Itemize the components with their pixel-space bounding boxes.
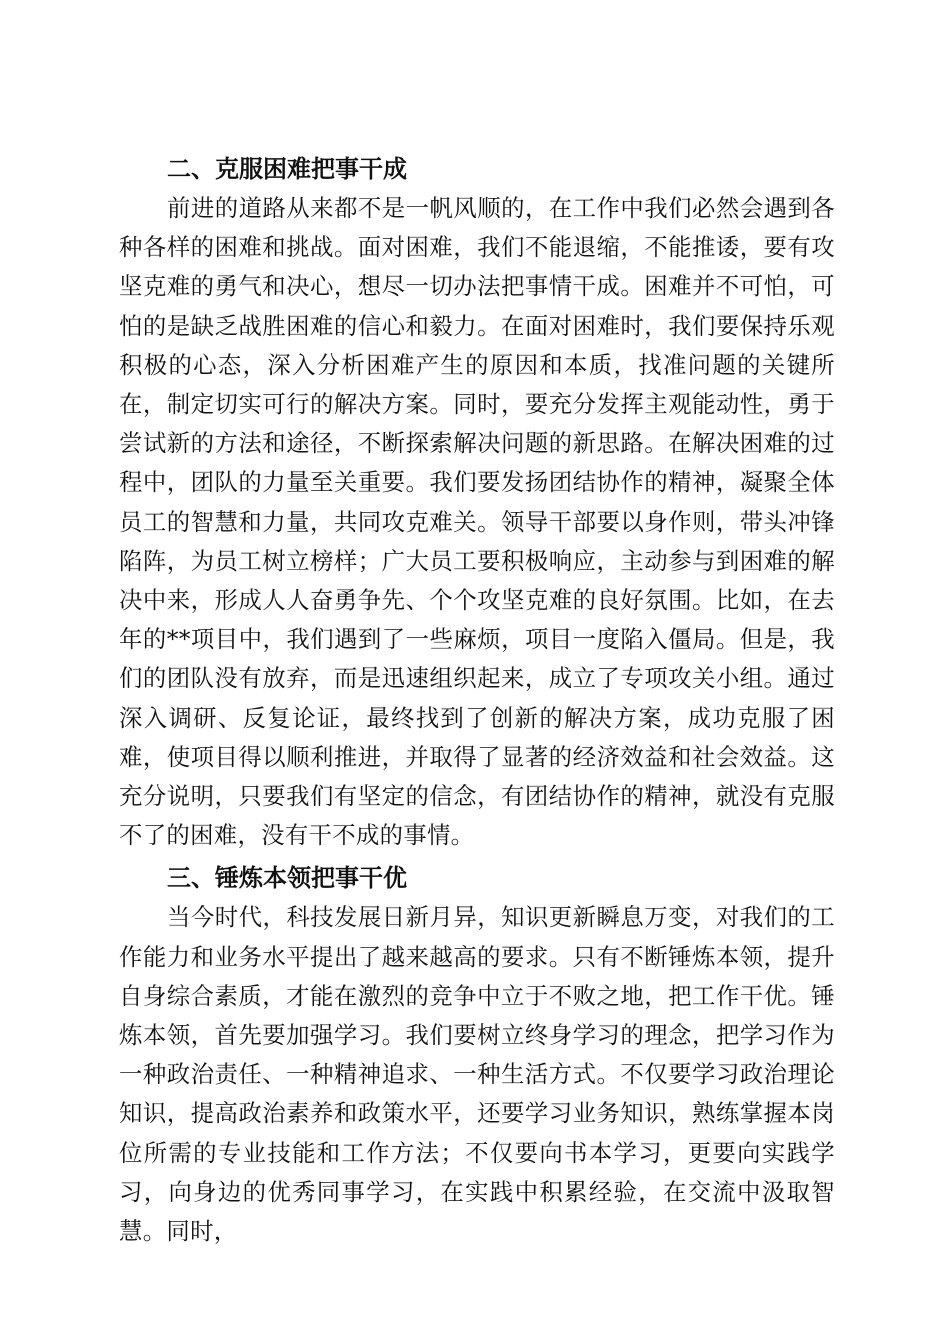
document-body bbox=[119, 150, 835, 1251]
section-heading-overcome-difficulties: 二、克服困难把事干成 bbox=[167, 155, 407, 183]
section-paragraph-overcome-difficulties: 前进的道路从来都不是一帆风顺的，在工作中我们必然会遇到各种各样的困难和挑战。面对困难，我们不能退缩，不能推诿，要有攻坚克难的勇气和决心，想尽一切办法把事情干成。困难并不可怕，可怕的是缺乏战胜困难的信心和毅力。在面对困难时，我们要保持乐观积极的心态，深入分析困难产生的原因和本质，找准问题的关键所在，制定切实可行的解决方案。同时，要充分发挥主观能动性，勇于尝试新的方法和途径，不断探索解决问题的新思路。在解决困难的过程中，团队的力量至关重要。我们要发扬团结协作的精神，凝聚全体员工的智慧和力量，共同攻克难关。领导干部要以身作则，带头冲锋陷阵，为员工树立榜样；广大员工要积极响应，主动参与到困难的解决中来，形成人人奋勇争先、个个攻坚克难的良好氛围。比如，在去年的**项目中，我们遇到了一些麻烦，项目一度陷入僵局。但是，我们的团队没有放弃，而是迅速组织起来，成立了专项攻关小组。通过深入调研、反复论证，最终找到了创新的解决方案，成功克服了困难，使项目得以顺利推进，并取得了显著的经济效益和社会效益。这充分说明，只要我们有坚定的信念，有团结协作的精神，就没有克服不了的困难，没有干不成的事情。 bbox=[119, 194, 835, 850]
section-paragraph-hone-skills: 当今时代，科技发展日新月异，知识更新瞬息万变，对我们的工作能力和业务水平提出了越来越高的要求。只有不断锤炼本领，提升自身综合素质，才能在激烈的竞争中立于不败之地，把工作干优。锤炼本领，首先要加强学习。我们要树立终身学习的理念，把学习作为一种政治责任、一种精神追求、一种生活方式。不仅要学习政治理论知识，提高政治素养和政策水平，还要学习业务知识，熟练掌握本岗位所需的专业技能和工作方法；不仅要向书本学习，更要向实践学习，向身边的优秀同事学习，在实践中积累经验，在交流中汲取智慧。同时， bbox=[119, 903, 835, 1246]
section-heading-hone-skills: 三、锤炼本领把事干优 bbox=[167, 864, 407, 893]
